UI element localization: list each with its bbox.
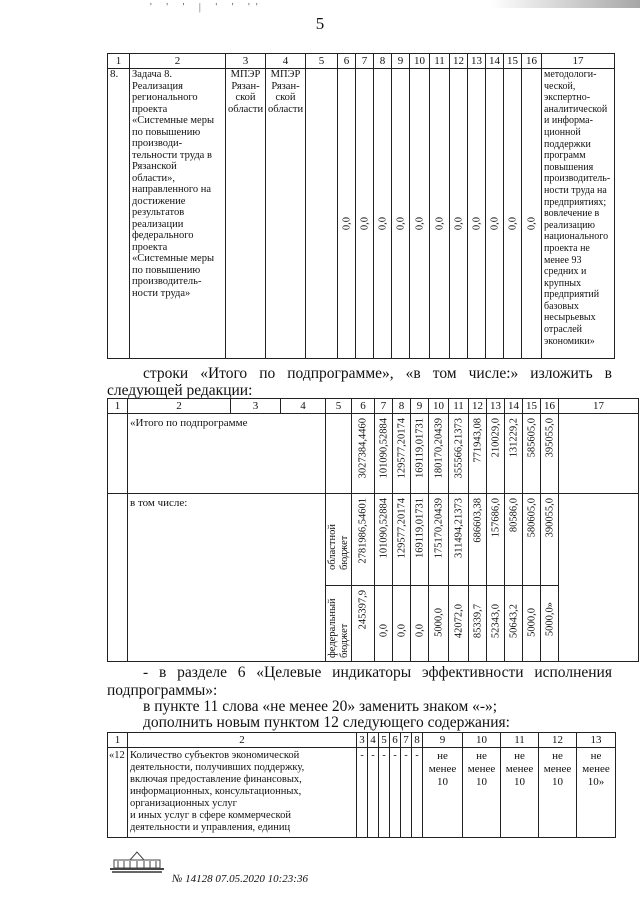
row-number: «12: [108, 748, 128, 838]
value-text: 395055,0: [543, 418, 555, 458]
paragraph-line: дополнить новым пунктом 12 следующего содержания:: [143, 714, 510, 731]
task-line: проекта: [132, 103, 168, 115]
header-cell: 14: [486, 54, 504, 69]
word: индикаторы: [332, 664, 412, 681]
task-line: проекта: [132, 241, 168, 253]
value-cell: [411, 494, 429, 586]
value-text: 5000,0»: [543, 602, 555, 637]
value-text: 129577,20174: [395, 498, 407, 559]
header-cell: 8: [374, 54, 392, 69]
value-text: 42072,0: [452, 604, 464, 639]
value-cell: [541, 494, 559, 586]
result-line: и информа-: [544, 115, 593, 127]
source-cell: [326, 414, 352, 494]
task-line: области»,: [132, 172, 175, 184]
header-cell: 3: [357, 733, 368, 748]
value-text: 5000,0: [525, 608, 537, 637]
value-cell: [505, 586, 523, 662]
header-cell: 11: [449, 399, 469, 414]
value-cell: [449, 586, 469, 662]
result-line: экономики»: [544, 335, 595, 347]
header-cell: 15: [504, 54, 522, 69]
value-cell: [449, 494, 469, 586]
word: том: [432, 365, 457, 382]
value-cell: [468, 69, 486, 359]
task-line: регионального: [132, 92, 198, 103]
table-row-total: [108, 414, 639, 494]
table-header-row: [108, 399, 639, 414]
value-cell: [487, 494, 505, 586]
target-line: менее: [467, 763, 496, 775]
word: «в: [405, 365, 421, 382]
word: числе:»: [468, 365, 519, 382]
value-text: 0,0: [452, 217, 464, 231]
value-text: 210029,0: [489, 418, 501, 458]
paragraph-line: в пункте 11 слова «не менее 20» заменить знаком «-»;: [143, 698, 498, 715]
header-cell: 10: [429, 399, 449, 414]
target-line: не: [514, 750, 525, 762]
header-cell: 4: [281, 399, 326, 414]
target-line: 10: [552, 776, 563, 788]
value-text: 101090,52884: [377, 418, 389, 479]
value-text: 157686,0: [489, 498, 501, 538]
word: подпрограмме»,: [287, 365, 394, 382]
executor-cell: [226, 69, 266, 359]
value-cell: [469, 586, 487, 662]
dash-cell: -: [401, 748, 412, 838]
scan-artifact: [490, 0, 640, 8]
result-line: экспертно-: [544, 92, 591, 104]
word: «Итого: [200, 365, 248, 382]
value-text: 101090,52884: [377, 498, 389, 559]
target-line: менее: [428, 763, 457, 775]
table-row-regional: [108, 494, 639, 586]
header-cell: 10: [463, 733, 501, 748]
value-text: 2781986,54601: [357, 498, 369, 564]
value-text: 80586,0: [507, 498, 519, 533]
header-cell: 6: [338, 54, 356, 69]
value-text: 686603,38: [471, 498, 483, 543]
target-line: не: [437, 750, 448, 762]
indicator-line: информационных, консультационных,: [130, 786, 302, 797]
task-line: результатов: [132, 207, 185, 218]
table-subprogram-totals: [107, 398, 639, 662]
header-cell: 1: [108, 54, 130, 69]
result-line: средних и: [544, 266, 587, 278]
value-cell: [352, 414, 375, 494]
word: в: [158, 664, 167, 681]
value-text: 175170,20439: [432, 498, 444, 559]
target-line: не: [590, 750, 602, 762]
value-text: 129577,20174: [395, 418, 407, 479]
row-label: «Итого по подпрограмме: [128, 414, 326, 494]
header-cell: 13: [487, 399, 505, 414]
result-line: несырьевых: [544, 312, 596, 324]
result-line: менее 93: [544, 254, 582, 266]
indicator-line: деятельности, получивших поддержку,: [130, 762, 305, 773]
table-row-task-8: [108, 69, 615, 359]
header-cell: 7: [356, 54, 374, 69]
result-line: реализацию: [544, 219, 595, 231]
task-description: [130, 69, 226, 359]
value-cell: [411, 586, 429, 662]
result-line: ческой,: [544, 80, 576, 92]
header-cell: 7: [401, 733, 412, 748]
value-text: 169119,01731: [413, 418, 425, 478]
target-line: менее: [543, 763, 572, 775]
header-cell: 12: [469, 399, 487, 414]
executor-line: МПЭР: [270, 69, 301, 80]
value-text: 85339,7: [471, 604, 483, 639]
value-text: 0,0: [470, 217, 482, 231]
header-cell: 8: [393, 399, 411, 414]
value-cell: [504, 69, 522, 359]
word: строки: [143, 365, 189, 382]
value-cell: [487, 414, 505, 494]
result-line: аналитической: [544, 103, 608, 115]
table-header-row: [108, 733, 616, 748]
value-text: 0,0: [376, 217, 388, 231]
page-number: 5: [315, 14, 325, 33]
header-cell: 11: [501, 733, 539, 748]
task-line: «Системные меры: [132, 253, 214, 264]
task-line: по повышению: [132, 264, 201, 276]
target-line: 10: [514, 776, 525, 788]
target-line: не: [476, 750, 487, 762]
word: -: [143, 664, 149, 681]
value-cell: [375, 586, 393, 662]
value-cell: [352, 586, 375, 662]
indicator-line: и иных услуг в сфере коммерческой: [130, 810, 291, 821]
value-text: 0,0: [395, 624, 407, 638]
result-line: вовлечение в: [544, 208, 600, 220]
value-text: 245397,9: [357, 590, 369, 630]
header-cell: 12: [539, 733, 577, 748]
word: изложить: [530, 365, 593, 382]
dash-cell: -: [357, 748, 368, 838]
target-line: не: [552, 750, 563, 762]
value-cell: [487, 586, 505, 662]
indicator-line: деятельности и управления, единиц: [130, 822, 291, 833]
header-cell: 9: [411, 399, 429, 414]
value-text: 169119,01731: [413, 498, 425, 558]
value-text: 0,0: [413, 624, 425, 638]
result-line: производитель-: [544, 173, 611, 185]
row-number: [108, 414, 128, 494]
result-line: ности труда на: [544, 184, 607, 196]
header-cell: 14: [505, 399, 523, 414]
value-text: 771943,08: [471, 418, 483, 463]
value-cell: [523, 586, 541, 662]
value-cell: [469, 494, 487, 586]
value-text: 180170,20439: [432, 418, 444, 479]
executor-line: области: [268, 103, 304, 115]
indicator-description: [128, 748, 357, 838]
result-line: методологи-: [544, 69, 597, 80]
header-cell: 5: [306, 54, 338, 69]
header-cell: 17: [542, 54, 615, 69]
value-text: 580605,0: [525, 498, 537, 538]
value-text: 0,0: [358, 217, 370, 231]
value-text: 5000,0: [432, 608, 444, 637]
header-cell: 3: [231, 399, 281, 414]
target-line: менее: [505, 763, 534, 775]
paragraph-section-6: [143, 663, 612, 682]
target-line: 10: [437, 776, 448, 788]
value-cell: [541, 414, 559, 494]
value-text: 0,0: [413, 217, 425, 231]
word: «Целевые: [256, 664, 322, 681]
value-cell: [523, 414, 541, 494]
task-line: Задача 8.: [132, 69, 172, 80]
value-cell: [393, 494, 411, 586]
table-indicator-12: [107, 732, 616, 838]
empty-cell: [559, 586, 639, 662]
result-line: национального: [544, 231, 609, 243]
result-line: программ: [544, 150, 586, 162]
target-cell: [577, 748, 616, 838]
budget-source: федеральный бюджет: [326, 598, 350, 658]
header-cell: 10: [410, 54, 430, 69]
header-cell: 9: [423, 733, 463, 748]
document-registration-footer: № 14128 07.05.2020 10:23:36: [172, 873, 308, 885]
header-cell: 8: [412, 733, 423, 748]
table-row-federal: [108, 586, 639, 662]
value-text: 0,0: [377, 624, 389, 638]
target-cell: [423, 748, 463, 838]
row-label: в том числе:: [128, 494, 326, 586]
header-cell: 13: [577, 733, 616, 748]
source-cell: [306, 69, 338, 359]
executor-cell: [266, 69, 306, 359]
result-line: проекта не: [544, 242, 590, 254]
header-cell: 1: [108, 733, 128, 748]
word: 6: [237, 664, 246, 681]
header-cell: 6: [390, 733, 401, 748]
executor-line: Рязан-: [231, 80, 260, 92]
header-cell: 5: [379, 733, 390, 748]
task-line: реализации: [132, 218, 184, 230]
header-cell: 6: [352, 399, 375, 414]
value-text: 0,0: [525, 217, 537, 231]
value-cell: [541, 586, 559, 662]
result-line: отраслей: [544, 324, 583, 336]
header-cell: 9: [392, 54, 410, 69]
result-line: поддержки: [544, 138, 591, 150]
result-line: повышения: [544, 161, 594, 173]
table-header-row: [108, 54, 615, 69]
paragraph-line: подпрограммы»:: [107, 682, 218, 699]
value-cell: [505, 494, 523, 586]
indicator-line: организационных услуг: [130, 798, 237, 809]
value-cell: [411, 414, 429, 494]
value-cell: [338, 69, 356, 359]
executor-line: ской: [235, 92, 256, 103]
value-cell: [393, 414, 411, 494]
target-cell: [463, 748, 501, 838]
task-line: направленного на: [132, 184, 212, 195]
word: исполнения: [534, 664, 612, 681]
target-line: 10»: [587, 776, 605, 788]
header-cell: 15: [523, 399, 541, 414]
task-line: Рязанской: [132, 161, 177, 172]
target-line: 10: [476, 776, 487, 788]
dash-cell: -: [390, 748, 401, 838]
word: по: [259, 365, 276, 382]
result-line: ционной: [544, 126, 581, 138]
value-cell: [486, 69, 504, 359]
value-cell: [375, 494, 393, 586]
value-cell: [392, 69, 410, 359]
word: эффективности: [421, 664, 524, 681]
header-cell: 3: [226, 54, 266, 69]
dash-cell: -: [368, 748, 379, 838]
executor-line: Рязан-: [271, 80, 300, 92]
header-cell: 17: [559, 399, 639, 414]
header-cell: 4: [368, 733, 379, 748]
scan-marks: ' ' ' | ' ' '': [150, 2, 264, 13]
value-text: 311494,21373: [452, 498, 464, 558]
value-cell: [430, 69, 450, 359]
source-cell: [326, 494, 352, 586]
table-row-indicator-12: [108, 748, 616, 838]
target-cell: [539, 748, 577, 838]
value-cell: [410, 69, 430, 359]
value-text: 131229,2: [507, 418, 519, 458]
task-line: ности труда»: [132, 287, 191, 299]
row-number: [108, 586, 128, 662]
result-line: предприятий: [544, 289, 600, 301]
building-stamp-icon: [108, 848, 166, 874]
target-line: менее: [582, 763, 610, 775]
value-cell: [449, 414, 469, 494]
dash-cell: -: [379, 748, 390, 838]
value-text: 52343,0: [489, 604, 501, 639]
result-line: крупных: [544, 277, 582, 289]
result-line: базовых: [544, 300, 579, 312]
value-cell: [393, 586, 411, 662]
header-cell: 16: [522, 54, 542, 69]
empty-cell: [128, 586, 326, 662]
value-cell: [523, 494, 541, 586]
value-cell: [522, 69, 542, 359]
indicator-line: Количество субъектов экономической: [130, 750, 300, 761]
value-cell: [469, 414, 487, 494]
header-cell: 5: [326, 399, 352, 414]
task-line: производи-: [132, 138, 183, 149]
executor-line: области: [228, 103, 264, 115]
result-line: предприятиях;: [544, 196, 607, 208]
executor-line: МПЭР: [230, 69, 261, 80]
value-cell: [374, 69, 392, 359]
value-text: 585605,0: [525, 418, 537, 458]
header-cell: 7: [375, 399, 393, 414]
source-cell: [326, 586, 352, 662]
task-line: тельности труда в: [132, 149, 212, 161]
value-cell: [429, 494, 449, 586]
value-text: 0,0: [340, 217, 352, 231]
result-description: [542, 69, 615, 359]
header-cell: 12: [450, 54, 468, 69]
header-cell: 13: [468, 54, 486, 69]
task-line: по повышению: [132, 126, 201, 138]
target-cell: [501, 748, 539, 838]
task-line: достижение: [132, 195, 186, 207]
task-line: Реализация: [132, 80, 183, 92]
value-cell: [505, 414, 523, 494]
table-task-8: [107, 53, 615, 359]
value-text: 0,0: [394, 217, 406, 231]
header-cell: 11: [430, 54, 450, 69]
header-cell: 2: [128, 399, 231, 414]
value-cell: [356, 69, 374, 359]
word: в: [604, 365, 612, 382]
task-line: федерального: [132, 230, 194, 241]
budget-source: областной бюджет: [326, 524, 350, 570]
value-text: 355566,21373: [452, 418, 464, 479]
indicator-line: включая предоставление финансовых,: [130, 774, 302, 785]
header-cell: 2: [130, 54, 226, 69]
value-cell: [450, 69, 468, 359]
value-text: 0,0: [433, 217, 445, 231]
task-line: производитель-: [132, 276, 202, 287]
value-text: 0,0: [506, 217, 518, 231]
row-number: [108, 494, 128, 586]
value-cell: [375, 414, 393, 494]
value-text: 390055,0: [543, 498, 555, 538]
value-cell: [429, 414, 449, 494]
value-text: 50643,2: [507, 604, 519, 639]
value-text: 0,0: [488, 217, 500, 231]
header-cell: 16: [541, 399, 559, 414]
empty-cell: [559, 494, 639, 586]
value-cell: [429, 586, 449, 662]
word: разделе: [177, 664, 227, 681]
header-cell: 4: [266, 54, 306, 69]
dash-cell: -: [412, 748, 423, 838]
header-cell: 1: [108, 399, 128, 414]
paragraph-line: следующей редакции:: [107, 382, 253, 399]
value-cell: [352, 494, 375, 586]
value-text: 3027384,4460: [357, 418, 369, 479]
row-number: 8.: [108, 69, 130, 359]
task-line: «Системные меры: [132, 115, 214, 126]
header-cell: 2: [128, 733, 357, 748]
executor-line: ской: [275, 92, 296, 103]
empty-cell: [559, 414, 639, 494]
